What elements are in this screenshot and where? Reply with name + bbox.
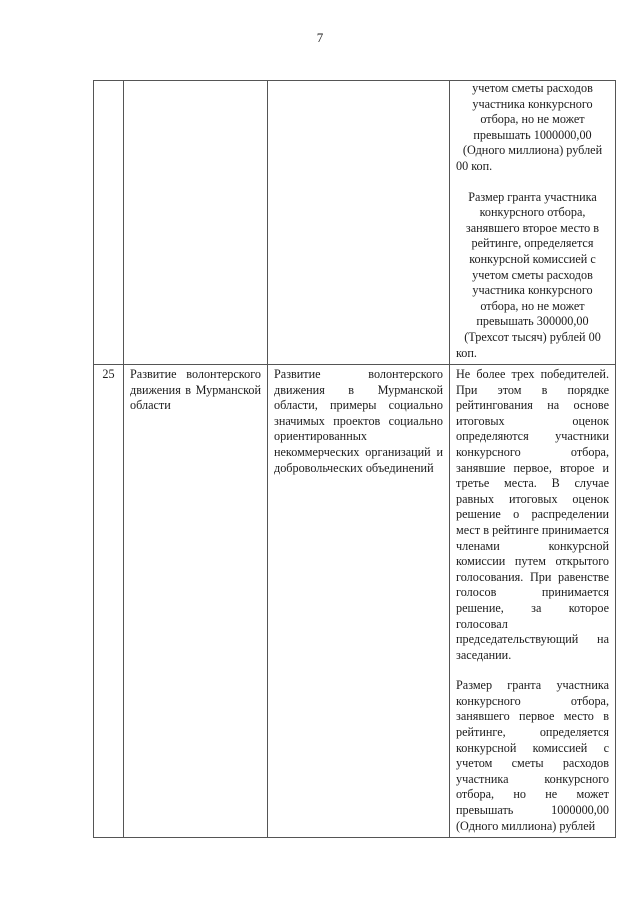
nomination-cell: Развитие волонтерского движения в Мурманской области (124, 365, 268, 838)
description-cell: Развитие волонтерского движения в Мурманской области, примеры социально значимых проектов социально ориентированных некоммерческих организаций и добровольческих объединений (268, 365, 450, 838)
text-line: рейтинге, определяется (471, 236, 594, 251)
text-line: отбора, но не может (480, 298, 585, 313)
award-paragraph-1 (456, 81, 609, 175)
text-line: превышать 300000,00 (476, 314, 589, 329)
text-line: занявшего второе место в (465, 220, 600, 235)
row-number-cell (94, 81, 124, 365)
text-line: отбора, но не может (480, 112, 585, 127)
text-line: 00 коп. (456, 158, 493, 173)
text-line: превышать 1000000,00 (473, 127, 592, 142)
text-line: коп. (456, 345, 477, 360)
award-paragraph-2 (456, 190, 609, 362)
table-row (94, 81, 616, 365)
grant-table (93, 80, 616, 838)
table-row (94, 365, 616, 838)
nomination-cell (124, 81, 268, 365)
award-cell (450, 81, 616, 365)
text-line: учетом сметы расходов (472, 267, 593, 282)
award-paragraph-2: Размер гранта участника конкурсного отбора, занявшего первое место в рейтинге, определяется конкурсной комиссией с учетом сметы расходов участника конкурсного отбора, но не может превышать 1000000,00 (Одного миллиона) рублей (456, 678, 609, 833)
text-line: участника конкурсного (472, 283, 593, 298)
description-cell (268, 81, 450, 365)
text-line: учетом сметы расходов (472, 81, 593, 95)
row-number-cell: 25 (94, 365, 124, 838)
text-line: конкурсного отбора, (479, 205, 586, 220)
award-cell (450, 365, 616, 838)
award-paragraph-1: Не более трех победителей. При этом в порядке рейтингования на основе итоговых оценок определяются участники конкурсного отбора, занявшие первое, второе и третье места. В случае равных итоговых оценок решение о распределении мест в рейтинге принимается членами конкурсной комиссии путем открытого голосования. При равенстве голосов принимается решение, за которое голосовал председательствующий на заседании. (456, 367, 609, 662)
text-line: Размер гранта участника (468, 189, 597, 204)
page-number: 7 (316, 30, 324, 45)
text-line: конкурсной комиссией с (469, 251, 596, 266)
text-line: (Трехсот тысяч) рублей 00 (464, 329, 601, 344)
text-line: участника конкурсного (472, 96, 593, 111)
text-line: (Одного миллиона) рублей (462, 143, 603, 158)
